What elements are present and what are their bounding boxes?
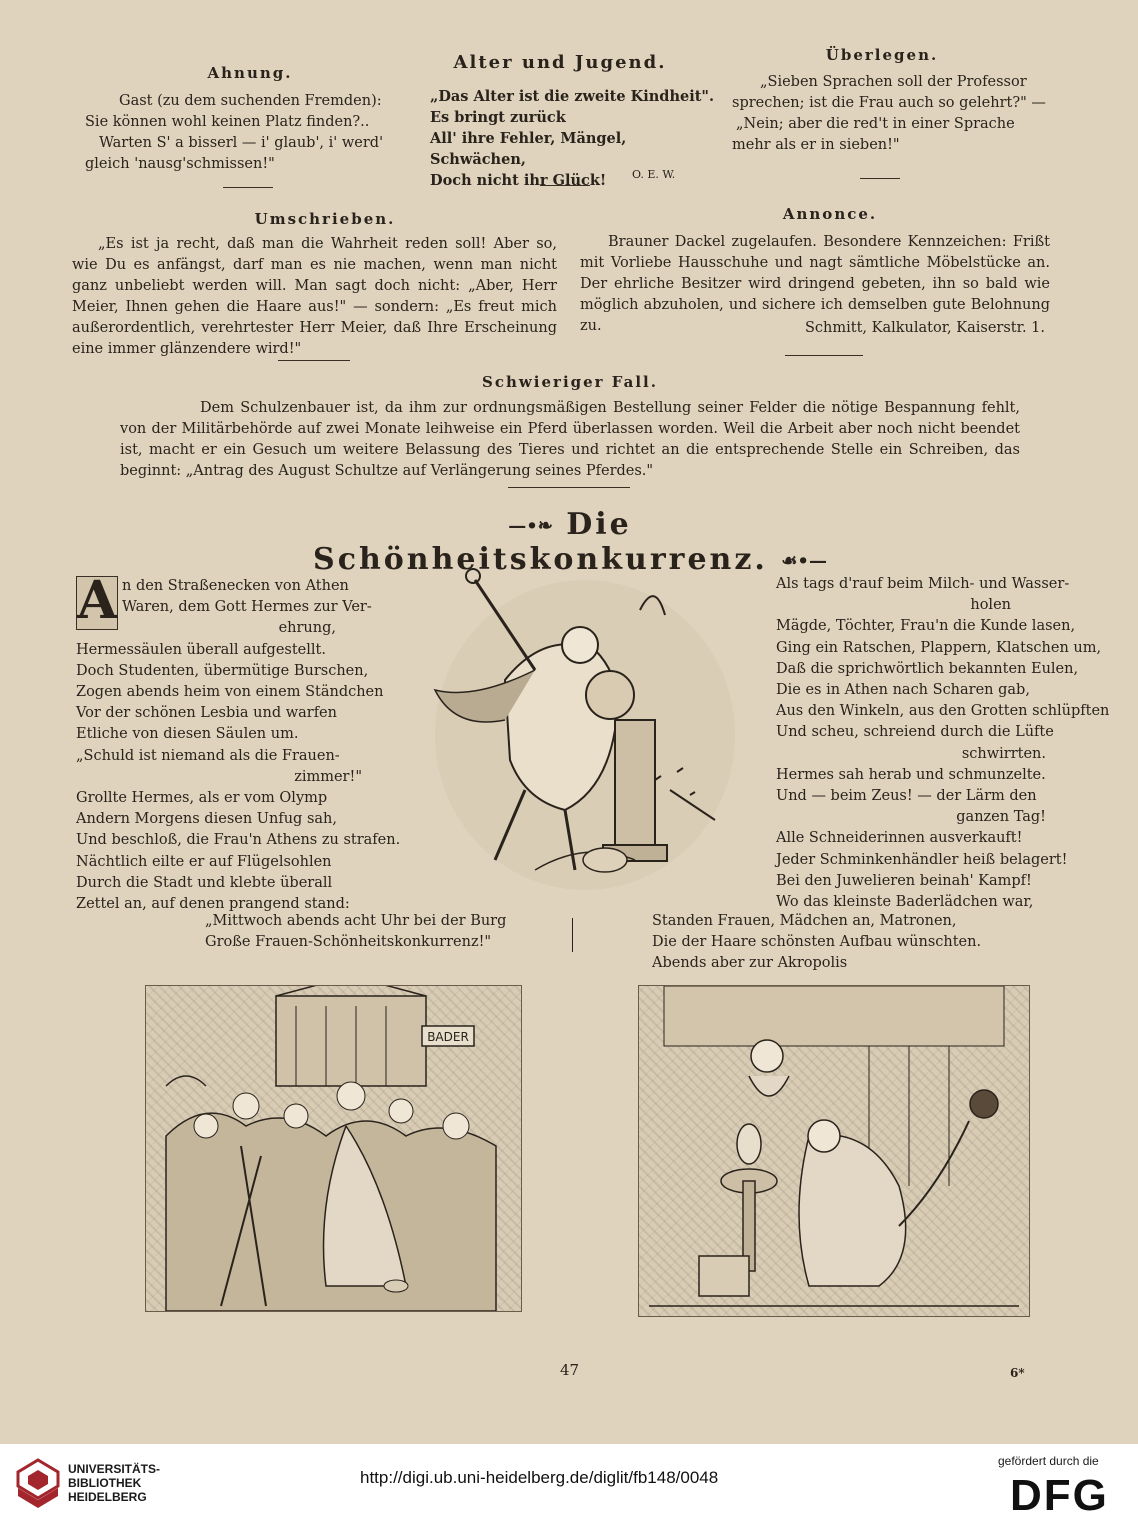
poem-line: Zogen abends heim von einem Ständchen (76, 684, 384, 701)
ueberlegen-text (732, 72, 1052, 156)
poem-line: holen (970, 597, 1011, 614)
poem-center-right (652, 911, 992, 975)
poem-line: Abends aber zur Akropolis (652, 955, 848, 972)
divider (860, 178, 900, 179)
drop-cap: A (77, 570, 118, 631)
vanity-illustration (638, 985, 1030, 1317)
poem-line: Vor der schönen Lesbia und warfen (76, 705, 337, 722)
street-crowd-drawing (146, 986, 521, 1311)
ueberlegen-line: mehr als er in sieben!" (732, 137, 900, 153)
library-line: HEIDELBERG (68, 1490, 147, 1504)
alter-text (430, 86, 720, 191)
fall-title: Schwieriger Fall. (482, 373, 658, 391)
poem-line: Die der Haare schönsten Aufbau wünschten. (652, 934, 982, 951)
divider (540, 185, 590, 186)
poem-line: zimmer!" (294, 768, 362, 785)
poem-line: Die es in Athen nach Scharen gab, (776, 682, 1030, 699)
poem-line: Alle Schneiderinnen ausverkauft! (776, 830, 1023, 847)
annonce-signature: Schmitt, Kalkulator, Kaiserstr. 1. (804, 320, 1045, 336)
divider (508, 487, 630, 488)
alter-title: Alter und Jugend. (453, 52, 667, 73)
poem-line: Mägde, Töchter, Frau'n die Kunde lasen, (776, 618, 1076, 635)
poem-line: Und — beim Zeus! — der Lärm den (776, 788, 1037, 805)
ahnung-title: Ahnung. (207, 64, 293, 82)
poem-line: ganzen Tag! (956, 809, 1046, 826)
alter-line: Doch nicht ihr Glück! (430, 172, 607, 189)
poem-line: Wo das kleinste Baderlädchen war, (776, 894, 1034, 911)
poem-line: Daß die sprichwörtlich bekannten Eulen, (776, 660, 1079, 677)
page-number: 47 (560, 1361, 580, 1379)
funding-note: gefördert durch die (998, 1454, 1099, 1468)
poem-line: Hermes sah herab und schmunzelte. (776, 766, 1046, 783)
poem-line: Und beschloß, die Frau'n Athens zu strafen. (76, 832, 401, 849)
poem-line: ehrung, (278, 620, 336, 637)
alter-line: All' ihre Fehler, Mängel, Schwächen, (430, 130, 627, 168)
umschrieben-text: „Es ist ja recht, daß man die Wahrheit reden soll! Aber so, wie Du es anfängst, darf man es nie machen, wenn man nicht ganz unbeliebt werden will. Man sagt doch nicht: „Aber, Herr Meier, Ihnen gehen die Haare aus!" — sondern: „Es freut mich außerordentlich, verehrtester Herr Meier, daß Ihre Erscheinung eine immer glänzendere wird!" (72, 236, 557, 357)
poem-line: Hermessäulen überall aufgestellt. (76, 641, 326, 658)
poem-line: Große Frauen-Schönheitskonkurrenz!" (205, 934, 492, 951)
fall-text: Dem Schulzenbauer ist, da ihm zur ordnungsmäßigen Bestellung seiner Felder die nötige Bespannung fehlt, von der Militärbehörde auf zwei Monate leihweise ein Pferd überlassen worden. Weil die Arbeit aber noch nicht beendet ist, macht er ein Gesuch um weitere Belassung des Tieres und richtet an die entsprechende Stelle ein Schreiben, das beginnt: „Antrag des August Schultze auf Verlängerung seines Pferdes." (120, 400, 1020, 479)
poem-line: Standen Frauen, Mädchen an, Matronen, (652, 913, 957, 929)
ahnung-line: Gast (zu dem suchenden Fremden): (119, 93, 382, 109)
ahnung-text (85, 91, 415, 175)
poem-line: Als tags d'rauf beim Milch- und Wasser- (776, 576, 1070, 592)
hermes-illustration (415, 560, 750, 895)
vanity-drawing (639, 986, 1029, 1316)
poem-line: Jeder Schminkenhändler heiß belagert! (776, 851, 1068, 868)
poem-line: Ging ein Ratschen, Plappern, Klatschen um, (776, 639, 1102, 656)
hermes-drawing (415, 560, 750, 895)
alter-line: „Das Alter ist die zweite Kindheit". (430, 88, 715, 105)
ueberlegen-line: „Nein; aber die red't in einer Sprache (736, 116, 1015, 132)
bader-sign-text: BADER (427, 1030, 469, 1044)
poem-line: Zettel an, auf denen prangend stand: (76, 896, 350, 913)
ahnung-line: Sie können wohl keinen Platz finden?.. (85, 114, 370, 130)
ornament-left-icon: —•❧ (508, 515, 553, 537)
poem-line: n den Straßenecken von Athen (122, 578, 349, 594)
poem-line: „Schuld ist niemand als die Frauen- (76, 747, 340, 764)
poem-line: Waren, dem Gott Hermes zur Ver- (122, 599, 372, 616)
library-name (68, 1462, 160, 1504)
ornament-right-icon: ☙•— (781, 550, 827, 572)
dfg-logo: DFG (1010, 1471, 1109, 1520)
poem-title: Die Schönheitskonkurrenz. (313, 507, 768, 577)
alter-signature: O. E. W. (632, 168, 676, 181)
street-crowd-illustration (145, 985, 522, 1312)
poem-line: Aus den Winkeln, aus den Grotten schlüpften (776, 703, 1110, 720)
library-line: BIBLIOTHEK (68, 1476, 142, 1490)
ahnung-line: Warten S' a bisserl — i' glaub', i' werd' (99, 135, 384, 151)
poem-left-column (76, 570, 401, 915)
poem-line: „Mittwoch abends acht Uhr bei der Burg (205, 913, 507, 929)
divider (223, 187, 273, 188)
poem-line: Bei den Juwelieren beinah' Kampf! (776, 872, 1032, 889)
library-logo-icon (14, 1458, 62, 1510)
poem-line: Doch Studenten, übermütige Burschen, (76, 662, 369, 679)
ueberlegen-line: „Sieben Sprachen soll der Professor (760, 74, 1027, 90)
poem-line: Durch die Stadt und klebte überall (76, 874, 333, 891)
alter-line: Es bringt zurück (430, 109, 566, 126)
viewer-footer (0, 1444, 1138, 1527)
poem-line: Und scheu, schreiend durch die Lüfte (776, 724, 1054, 741)
umschrieben-title: Umschrieben. (254, 210, 396, 228)
poem-line: schwirrten. (961, 745, 1046, 762)
annonce-text: Brauner Dackel zugelaufen. Besondere Kennzeichen: Frißt mit Vorliebe Hausschuhe und nagt sämtliche Möbelstücke an. Der ehrliche Besitzer wird dringend gebeten, ihn so bald wie möglich abzuholen, und sichere ich demselben gute Belohnung zu. (580, 234, 1050, 334)
divider (278, 360, 350, 361)
poem-line: Nächtlich eilte er auf Flügelsohlen (76, 853, 332, 870)
digitization-url[interactable]: http://digi.ub.uni-heidelberg.de/diglit/fb148/0048 (360, 1468, 719, 1487)
divider (785, 355, 863, 356)
ueberlegen-line: sprechen; ist die Frau auch so gelehrt?" — (732, 95, 1046, 111)
annonce-title: Annonce. (782, 205, 878, 223)
ueberlegen-title: Überlegen. (825, 46, 939, 64)
poem-line: Andern Morgens diesen Unfug sah, (76, 811, 337, 828)
poem-line: Etliche von diesen Säulen um. (76, 726, 299, 743)
poem-center-left (205, 911, 545, 953)
poem-line: Grollte Hermes, als er vom Olymp (76, 790, 328, 807)
library-line: UNIVERSITÄTS- (68, 1462, 161, 1476)
signature-mark: 6* (1010, 1366, 1025, 1380)
poem-right-column (776, 574, 1110, 913)
ahnung-line: gleich 'nausg'schmissen!" (85, 156, 275, 172)
column-divider (572, 918, 573, 952)
